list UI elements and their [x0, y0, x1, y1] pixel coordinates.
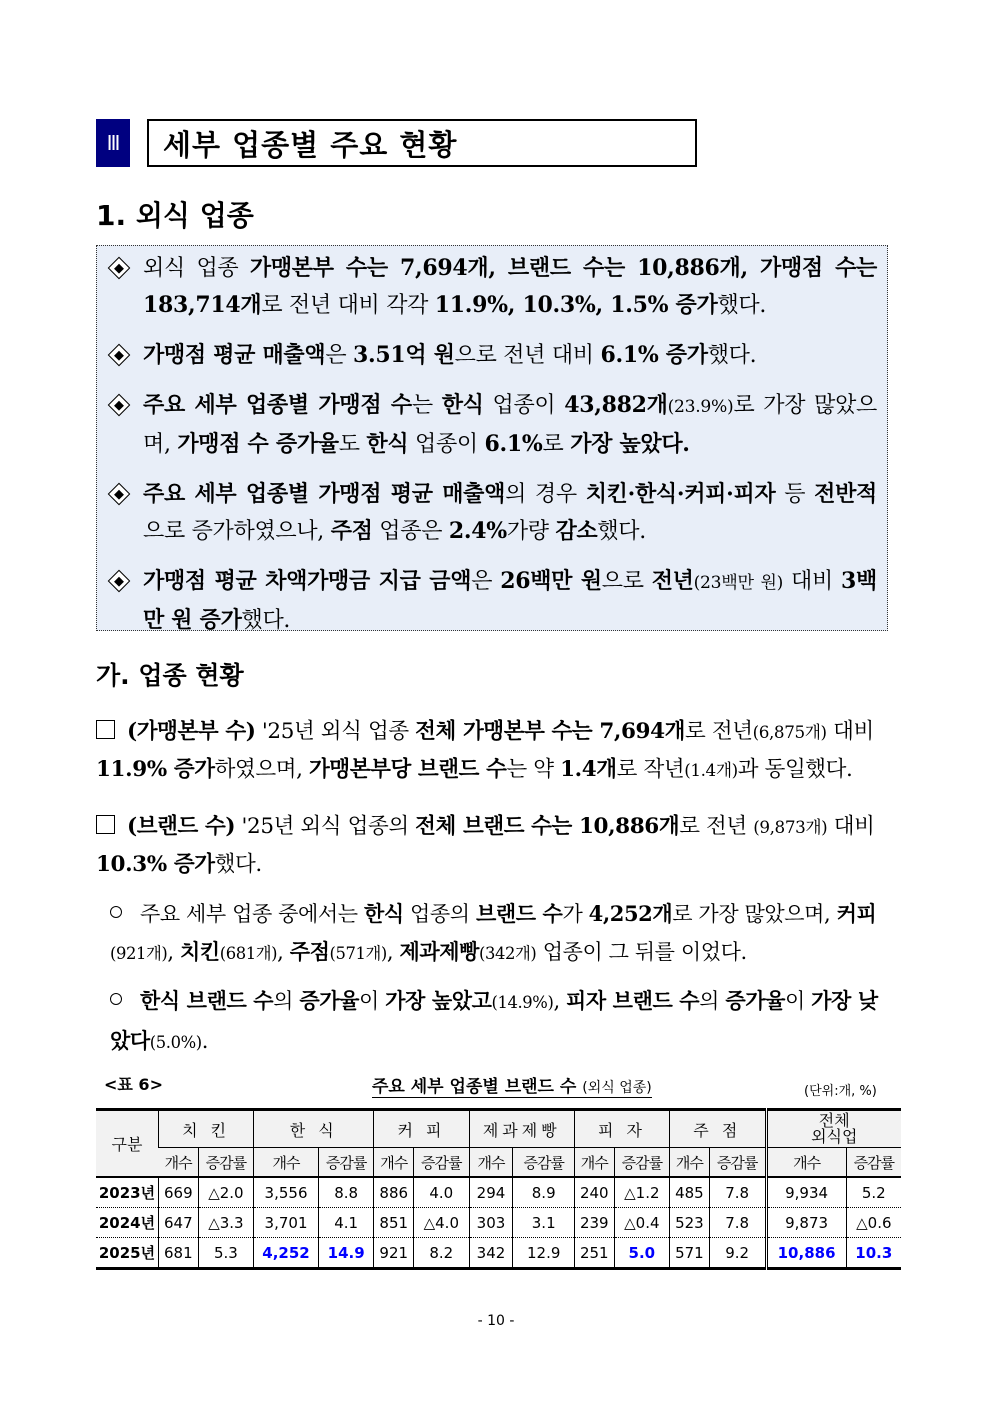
column-subheader: 증감률: [709, 1148, 766, 1178]
bullet-item: [110, 982, 896, 1062]
table-cell: △0.4: [614, 1208, 669, 1238]
column-subheader: 개수: [254, 1148, 319, 1178]
table-cell: 647: [159, 1208, 199, 1238]
table-cell: 12.9: [513, 1238, 575, 1269]
table-cell: 669: [159, 1177, 199, 1208]
year-cell: 2023년: [96, 1177, 159, 1208]
summary-text: 주요 세부 업종별 가맹점 수는 한식 업종이 43,882개(23.9%)로 가장 많았으며, 가맹점 수 증가율도 한식 업종이 6.1%로 가장 높았다.: [143, 392, 877, 457]
year-cell: 2025년: [98, 1244, 156, 1262]
table-cell: 3.1: [513, 1208, 575, 1238]
table-row: [96, 1177, 901, 1208]
diamond-bullet-icon: [108, 344, 131, 367]
circle-bullet-icon: [110, 993, 122, 1005]
column-group-header: 제과제빵: [469, 1110, 574, 1148]
table-cell: 571: [670, 1238, 710, 1269]
diamond-bullet-icon: [108, 570, 131, 593]
column-subheader: 증감률: [318, 1148, 373, 1178]
column-subheader: 증감률: [198, 1148, 253, 1178]
summary-box: [96, 245, 888, 631]
table-cell: 294: [469, 1177, 513, 1208]
column-group-header: 커 피: [374, 1110, 469, 1148]
table-cell: 14.9: [318, 1238, 373, 1269]
table-cell: 681: [159, 1238, 199, 1269]
table-cell: 8.2: [414, 1238, 469, 1269]
summary-item: [107, 337, 877, 374]
bullet-item: [110, 895, 896, 973]
paragraph-brands: [96, 808, 896, 884]
table-cell: 7.8: [709, 1208, 766, 1238]
summary-item: [107, 250, 877, 324]
table-cell: △4.0: [414, 1208, 469, 1238]
column-subheader: 개수: [469, 1148, 513, 1178]
column-subheader: 개수: [574, 1148, 614, 1178]
summary-text: 가맹점 평균 차액가맹금 지급 금액은 26백만 원으로 전년(23백만 원) 대비 3백만 원 증가했다.: [143, 568, 877, 633]
column-subheader: 개수: [766, 1148, 846, 1178]
section-number-badge: Ⅲ: [96, 119, 130, 167]
table-cell: 485: [670, 1177, 710, 1208]
table-cell: △2.0: [198, 1177, 253, 1208]
column-group-header: 치 킨: [159, 1110, 254, 1148]
circle-bullet-icon: [110, 906, 122, 918]
summary-text: 가맹점 평균 매출액은 3.51억 원으로 전년 대비 6.1% 증가했다.: [143, 342, 757, 368]
paragraph-text: (브랜드 수) '25년 외식 업종의 전체 브랜드 수는 10,886개로 전년 (9,873개) 대비 10.3% 증가했다.: [96, 814, 875, 877]
column-subheader: 증감률: [414, 1148, 469, 1178]
summary-text: 외식 업종 가맹본부 수는 7,694개, 브랜드 수는 10,886개, 가맹점 수는 183,714개로 전년 대비 각각 11.9%, 10.3%, 1.5% 증가했다.: [143, 255, 877, 318]
table-cell: 8.8: [318, 1177, 373, 1208]
table-cell: 921: [374, 1238, 414, 1269]
table-cell: 851: [374, 1208, 414, 1238]
checkbox-square-icon: [96, 815, 115, 834]
bullet-text: 한식 브랜드 수의 증가율이 가장 높았고(14.9%), 피자 브랜드 수의 증가율이 가장 낮았다(5.0%).: [110, 988, 878, 1053]
table-cell: 9,873: [766, 1208, 846, 1238]
year-cell: 2024년: [96, 1208, 159, 1238]
table-title: [372, 1072, 652, 1098]
diamond-bullet-icon: [108, 394, 131, 417]
table-cell: 10.3: [846, 1238, 901, 1269]
table-cell: 251: [574, 1238, 614, 1269]
row-header: 구분: [96, 1110, 159, 1178]
table-cell: 523: [670, 1208, 710, 1238]
table-unit: (단위:개, %): [804, 1084, 877, 1099]
bullet-text: 주요 세부 업종 중에서는 한식 업종의 브랜드 수가 4,252개로 가장 많았으며, 커피(921개), 치킨(681개), 주점(571개), 제과제빵(342개) 업종이 그 뒤를 이었다.: [110, 901, 877, 964]
column-group-header: 한 식: [254, 1110, 374, 1148]
brand-count-table: [96, 1108, 901, 1270]
table-cell: 3,701: [254, 1208, 319, 1238]
column-subheader: 개수: [670, 1148, 710, 1178]
table-cell: △3.3: [198, 1208, 253, 1238]
table-cell: 3,556: [254, 1177, 319, 1208]
table-cell: 239: [574, 1208, 614, 1238]
table-cell: 5.0: [614, 1238, 669, 1269]
page-number: - 10 -: [477, 1313, 515, 1329]
column-subheader: 증감률: [513, 1148, 575, 1178]
column-subheader: 증감률: [846, 1148, 901, 1178]
diamond-bullet-icon: [108, 483, 131, 506]
table-cell: 9.2: [709, 1238, 766, 1269]
table-cell: 5.2: [846, 1177, 901, 1208]
column-group-header: 전체 외식업: [766, 1110, 901, 1148]
column-subheader: 개수: [159, 1148, 199, 1178]
table-cell: △0.6: [846, 1208, 901, 1238]
table-cell: 8.9: [513, 1177, 575, 1208]
table-cell: 5.3: [198, 1238, 253, 1269]
table-cell: 4.0: [414, 1177, 469, 1208]
column-subheader: 증감률: [614, 1148, 669, 1178]
table-title-note: (외식 업종): [582, 1080, 652, 1096]
table-cell: 4,252: [254, 1238, 319, 1269]
column-group-header: 주 점: [670, 1110, 766, 1148]
summary-text: 주요 세부 업종별 가맹점 평균 매출액의 경우 치킨·한식·커피·피자 등 전반적으로 증가하였으나, 주점 업종은 2.4%가량 감소했다.: [143, 481, 877, 544]
table-row: [96, 1208, 901, 1238]
summary-item: [107, 563, 877, 639]
table-cell: 4.1: [318, 1208, 373, 1238]
table-cell: 9,934: [766, 1177, 846, 1208]
table-cell: 886: [374, 1177, 414, 1208]
checkbox-square-icon: [96, 720, 115, 739]
column-subheader: 개수: [374, 1148, 414, 1178]
diamond-bullet-icon: [108, 257, 131, 280]
heading-industry-status: 가. 업종 현황: [96, 661, 244, 690]
summary-item: [107, 387, 877, 463]
table-title-text: 주요 세부 업종별 브랜드 수: [372, 1077, 577, 1097]
table-cell: 342: [469, 1238, 513, 1269]
table-row: [96, 1238, 901, 1269]
paragraph-franchisors: [96, 713, 896, 789]
table-cell: 240: [574, 1177, 614, 1208]
section-title: 세부 업종별 주요 현황: [147, 119, 697, 167]
table-cell: 303: [469, 1208, 513, 1238]
table-cell: 7.8: [709, 1177, 766, 1208]
table-label: <표 6>: [104, 1075, 163, 1094]
table-cell: △1.2: [614, 1177, 669, 1208]
heading-food-service: 1. 외식 업종: [96, 199, 254, 232]
paragraph-text: (가맹본부 수) '25년 외식 업종 전체 가맹본부 수는 7,694개로 전년(6,875개) 대비 11.9% 증가하였으며, 가맹본부당 브랜드 수는 약 1.4개로 작년(1.4개)과 동일했다.: [96, 719, 874, 782]
column-group-header: 피 자: [574, 1110, 669, 1148]
table-cell: 10,886: [766, 1238, 846, 1269]
summary-item: [107, 476, 877, 550]
